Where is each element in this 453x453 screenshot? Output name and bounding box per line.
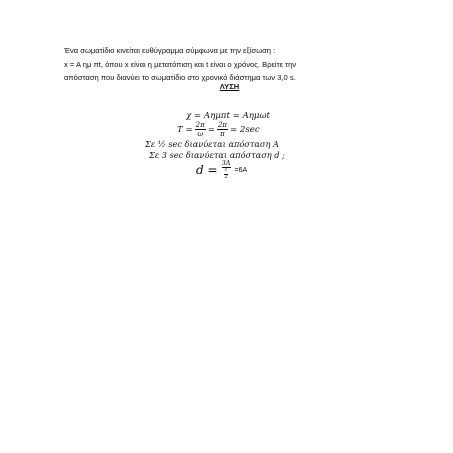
period-fraction-1	[195, 121, 206, 138]
fraction-denominator: ω	[197, 130, 204, 138]
equation-period	[177, 121, 260, 138]
equation-three-seconds: Σε 3 sec διανύεται απόσταση d ;	[149, 150, 285, 160]
fraction-numerator: 2π	[195, 121, 205, 129]
equation-motion: χ = Aημπt = Aημωt	[186, 111, 270, 121]
equation-half-second: Σε ½ sec διανύεται απόσταση A	[145, 139, 279, 149]
solution-heading: ΛΥΣΗ	[219, 82, 240, 91]
solution-heading-row	[0, 82, 453, 91]
period-equals: =	[207, 124, 215, 135]
period-fraction-2	[217, 121, 228, 138]
period-result: = 2sec	[230, 124, 260, 135]
problem-line-1: Ένα σωματίδιο κινείται ευθύγραμμα σύμφωνα με την εξίσωση :	[64, 46, 276, 55]
distance-result: =6A	[234, 166, 248, 174]
fraction-numerator: 2π	[217, 121, 227, 129]
distance-prefix: d =	[196, 163, 218, 177]
half-numerator: 1	[224, 167, 228, 173]
distance-fraction	[222, 160, 231, 180]
fraction-denominator: π	[220, 130, 225, 138]
problem-statement	[64, 44, 394, 85]
half-fraction	[224, 168, 228, 180]
problem-line-2: x = A ημ πt, όπου x είναι η μετατόπιση και t είναι ο χρόνος. Βρείτε την	[64, 59, 297, 69]
problem-line-3: απόσταση που διανύει το σωματίδιο στο χρονικό διάστημα των 3,0 s.	[64, 73, 296, 82]
fraction-denominator	[224, 168, 228, 180]
fraction-numerator: 3A	[221, 159, 231, 167]
half-denominator: 2	[224, 173, 228, 180]
equation-distance	[196, 160, 247, 180]
period-prefix: T =	[177, 124, 193, 135]
